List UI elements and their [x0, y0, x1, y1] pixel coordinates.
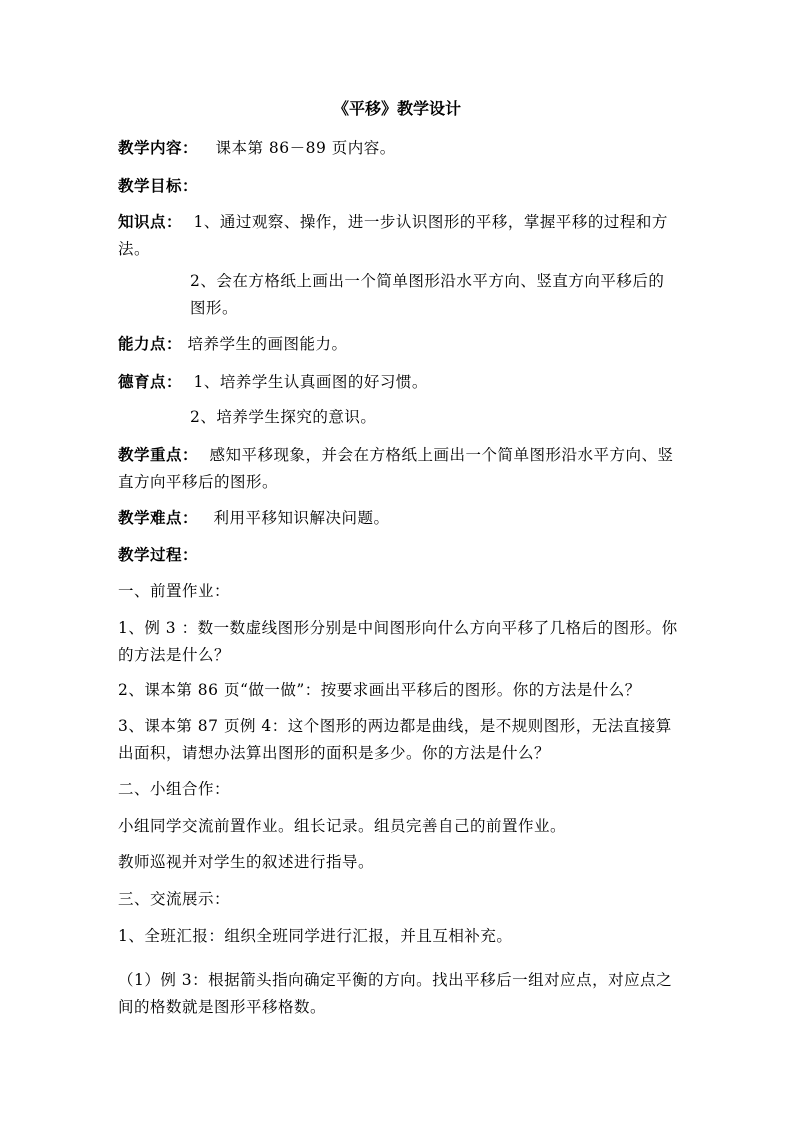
teaching-content-label: 教学内容： — [118, 138, 199, 157]
knowledge-point — [118, 208, 678, 263]
moral-point — [118, 368, 678, 396]
key-points — [118, 441, 678, 496]
moral-point-2 — [118, 404, 678, 431]
teaching-process-label: 教学过程： — [118, 545, 199, 564]
difficulty-label: 教学难点： — [118, 508, 199, 527]
section3-heading: 三、交流展示： — [118, 890, 231, 908]
moral-point-label: 德育点： — [118, 372, 183, 391]
section2-heading: 二、小组合作： — [118, 780, 231, 798]
knowledge-point-item1: 1、通过观察、操作，进一步认识图形的平移，掌握平移的过程和方法。 — [118, 213, 668, 258]
moral-point-item1: 1、培养学生认真画图的好习惯。 — [193, 373, 428, 391]
teaching-content — [118, 134, 678, 162]
key-points-text: 感知平移现象，并会在方格纸上画出一个简单图形沿水平方向、竖直方向平移后的图形。 — [118, 446, 674, 491]
ability-point-text: 培养学生的画图能力。 — [187, 335, 348, 353]
difficulty-points — [118, 504, 678, 532]
section1-item3: 3、课本第 87 页例 4：这个图形的两边都是曲线，是不规则图形，无法直接算出面积，请想办法算出图形的面积是多少。你的方法是什么？ — [118, 717, 672, 762]
section1-heading: 一、前置作业： — [118, 582, 231, 600]
ability-point — [118, 330, 678, 358]
teaching-process — [118, 541, 678, 569]
difficulty-text: 利用平移知识解决问题。 — [213, 509, 390, 527]
teaching-content-text: 课本第 86－89 页内容。 — [215, 139, 396, 157]
section1-item1: 1、例 3 ：数一数虚线图形分别是中间图形向什么方向平移了几格后的图形。你的方法是什么？ — [118, 619, 678, 664]
knowledge-point-label: 知识点： — [118, 212, 183, 231]
section3-item2: （1）例 3：根据箭头指向确定平衡的方向。找出平移后一组对应点，对应点之间的格数就是图形平移格数。 — [118, 971, 673, 1016]
section2-para1: 小组同学交流前置作业。组长记录。组员完善自己的前置作业。 — [118, 817, 567, 835]
teaching-goals — [118, 172, 678, 200]
key-points-label: 教学重点： — [118, 445, 199, 464]
document-title: 《平移》教学设计 — [332, 99, 461, 118]
ability-point-label: 能力点： — [118, 334, 183, 353]
teaching-goals-label: 教学目标： — [118, 176, 199, 195]
section2-para2: 教师巡视并对学生的叙述进行指导。 — [118, 853, 375, 871]
knowledge-point-2 — [118, 268, 678, 322]
section3-item1: 1、全班汇报：组织全班同学进行汇报，并且互相补充。 — [118, 927, 513, 945]
moral-point-item2: 2、培养学生探究的意识。 — [190, 408, 377, 426]
section1-item2: 2、课本第 86 页“做一做”：按要求画出平移后的图形。你的方法是什么？ — [118, 681, 641, 699]
knowledge-point-item2: 2、会在方格纸上画出一个简单图形沿水平方向、竖直方向平移后的图形。 — [190, 272, 665, 317]
